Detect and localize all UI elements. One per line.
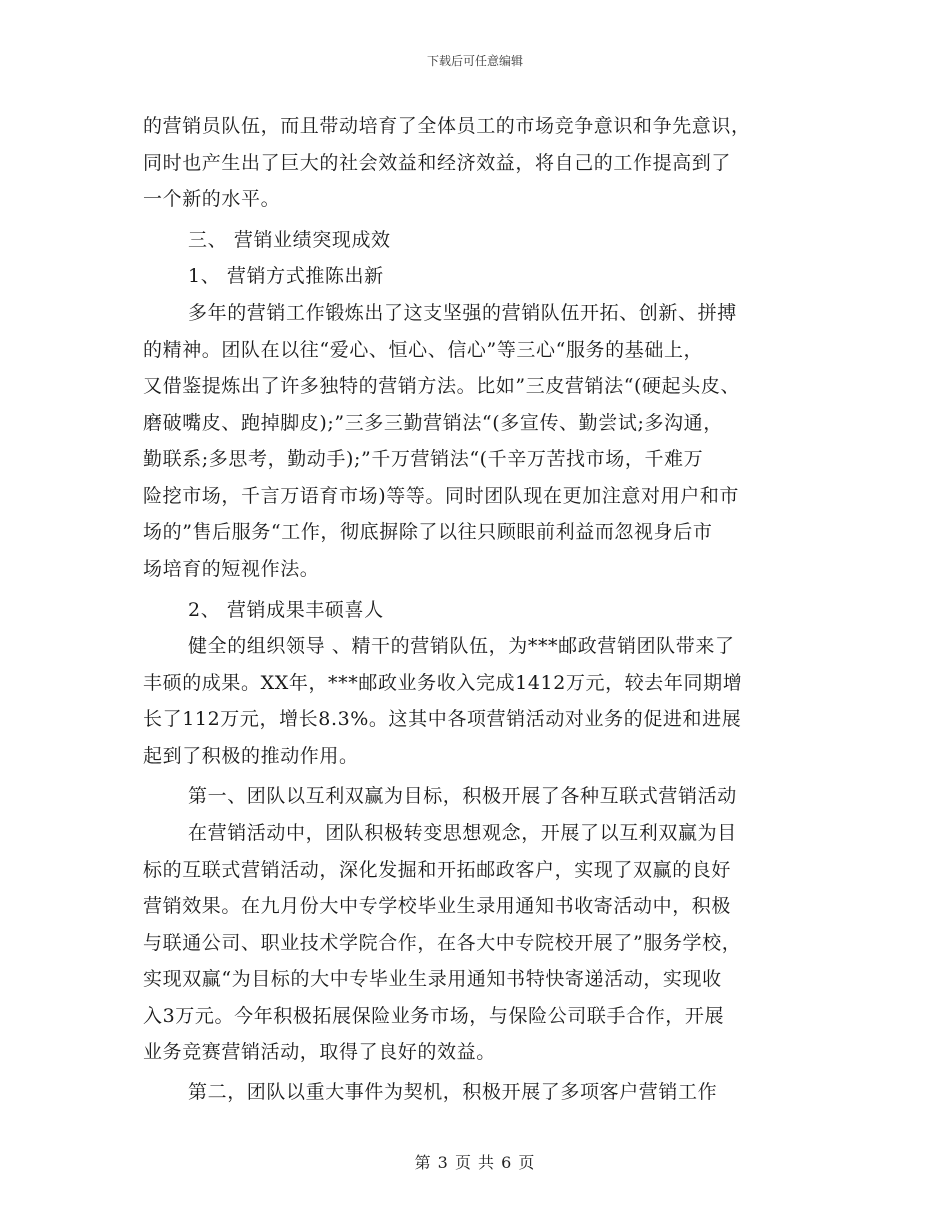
- paragraph-line: 标的互联式营销活动，深化发掘和开拓邮政客户，实现了双赢的良好: [143, 859, 732, 881]
- paragraph-line: 勤联系;多思考，勤动手);”千万营销法“(千辛万苦找市场，千难万: [143, 448, 704, 470]
- paragraph-line: 同时也产生出了巨大的社会效益和经济效益，将自己的工作提高到了: [143, 152, 732, 174]
- section-heading: 三、 营销业绩突现成效: [188, 229, 391, 251]
- page-header-note: 下载后可任意编辑: [426, 54, 523, 68]
- paragraph-line: 在营销活动中，团队积极转变思想观念，开展了以互利双赢为目: [188, 822, 737, 844]
- paragraph-line: 场培育的短视作法。: [143, 558, 320, 580]
- paragraph-line: 场的”售后服务“工作，彻底摒除了以往只顾眼前利益而忽视身后市: [143, 521, 713, 543]
- paragraph-heading: 第二，团队以重大事件为契机，积极开展了多项客户营销工作: [188, 1081, 718, 1103]
- paragraph-line: 长了112万元，增长8.3%。这其中各项营销活动对业务的促进和进展: [143, 708, 742, 730]
- subsection-heading: 1、 营销方式推陈出新: [188, 265, 384, 287]
- paragraph-line: 又借鉴提炼出了许多独特的营销方法。比如”三皮营销法“(硬起头皮、: [143, 375, 741, 397]
- paragraph-line: 健全的组织领导 、精干的营销队伍，为***邮政营销团队带来了: [188, 635, 735, 657]
- paragraph-line: 与联通公司、职业技术学院合作，在各大中专院校开展了”服务学校，: [143, 932, 742, 954]
- paragraph-line: 入3万元。今年积极拓展保险业务市场，与保险公司联手合作，开展: [143, 1005, 725, 1027]
- subsection-heading: 2、 营销成果丰硕喜人: [188, 599, 384, 621]
- paragraph-line: 险挖市场，千言万语育市场)等等。同时团队现在更加注意对用户和市: [143, 485, 740, 507]
- paragraph-line: 的营销员队伍，而且带动培育了全体员工的市场竞争意识和争先意识，: [143, 115, 751, 137]
- paragraph-line: 磨破嘴皮、跑掉脚皮);”三多三勤营销法“(多宣传、勤尝试;多沟通，: [143, 412, 723, 434]
- paragraph-line: 营销效果。在九月份大中专学校毕业生录用通知书收寄活动中，积极: [143, 895, 732, 917]
- paragraph-line: 多年的营销工作锻炼出了这支坚强的营销队伍开拓、创新、拼搏: [188, 302, 737, 324]
- paragraph-line: 丰硕的成果。XX年，***邮政业务收入完成1412万元，较去年同期增: [143, 672, 743, 694]
- paragraph-line: 实现双赢“为目标的大中专毕业生录用通知书特快寄递活动，实现收: [143, 968, 722, 990]
- page-number-footer: 第 3 页 共 6 页: [414, 1153, 536, 1172]
- paragraph-line: 的精神。团队在以往“爱心、恒心、信心”等三心“服务的基础上，: [143, 339, 704, 361]
- paragraph-heading: 第一、团队以互利双赢为目标，积极开展了各种互联式营销活动: [188, 785, 737, 807]
- paragraph-line: 起到了积极的推动作用。: [143, 745, 359, 767]
- paragraph-line: 业务竞赛营销活动，取得了良好的效益。: [143, 1041, 496, 1063]
- paragraph-line: 一个新的水平。: [143, 188, 281, 210]
